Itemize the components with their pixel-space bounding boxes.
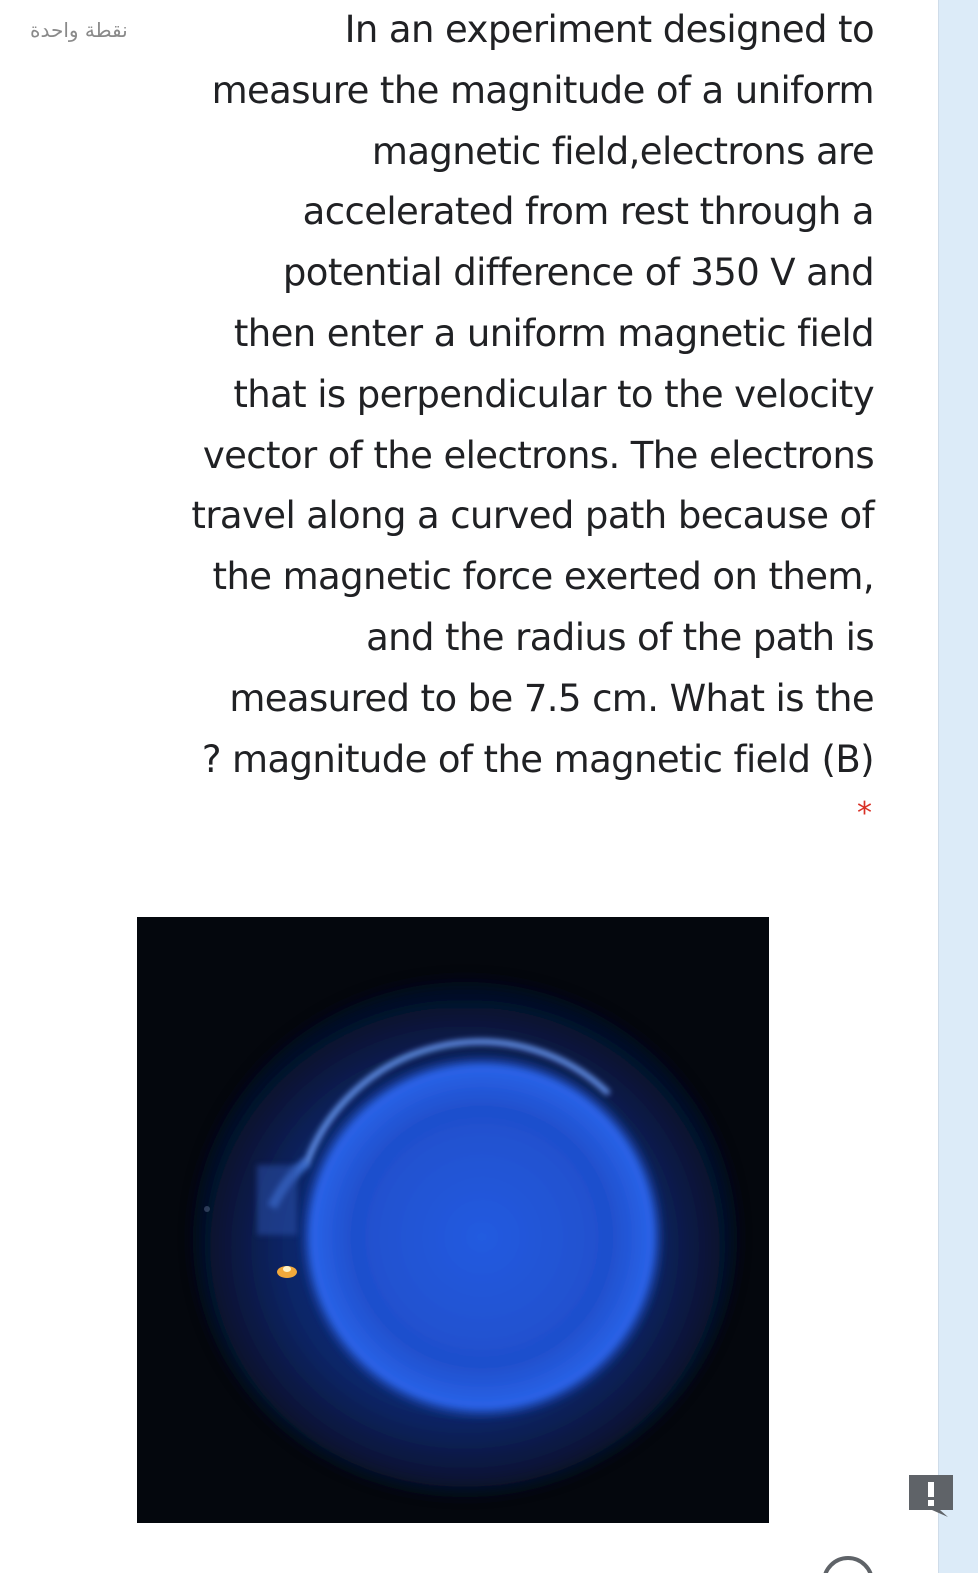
side-scroll-strip: [938, 0, 978, 1573]
question-line: accelerated from rest through a: [302, 190, 874, 234]
feedback-exclamation-icon[interactable]: [906, 1472, 956, 1518]
required-asterisk: *: [857, 796, 872, 831]
question-line: measured to be 7.5 cm. What is the: [229, 676, 874, 720]
electron-beam-image: [137, 917, 769, 1523]
electron-beam-photo: [137, 917, 769, 1523]
question-line: magnetic field,electrons are: [371, 129, 874, 173]
question-line: then enter a uniform magnetic field: [233, 311, 874, 355]
question-line: that is perpendicular to the velocity: [233, 372, 874, 416]
question-line: the magnetic force exerted on them,: [212, 555, 874, 599]
question-line: ? magnitude of the magnetic field (B): [201, 737, 874, 781]
points-label: نقطة واحدة: [30, 18, 128, 42]
question-line: vector of the electrons. The electrons: [202, 433, 874, 477]
question-line: measure the magnitude of a uniform: [211, 68, 874, 112]
question-line: travel along a curved path because of: [191, 494, 874, 538]
question-line: potential difference of 350 V and: [282, 251, 874, 295]
question-line: and the radius of the path is: [366, 615, 874, 659]
question-text: [170, 0, 874, 790]
question-line: In an experiment designed to: [344, 8, 874, 51]
electron-beam-circle: [297, 1052, 667, 1422]
